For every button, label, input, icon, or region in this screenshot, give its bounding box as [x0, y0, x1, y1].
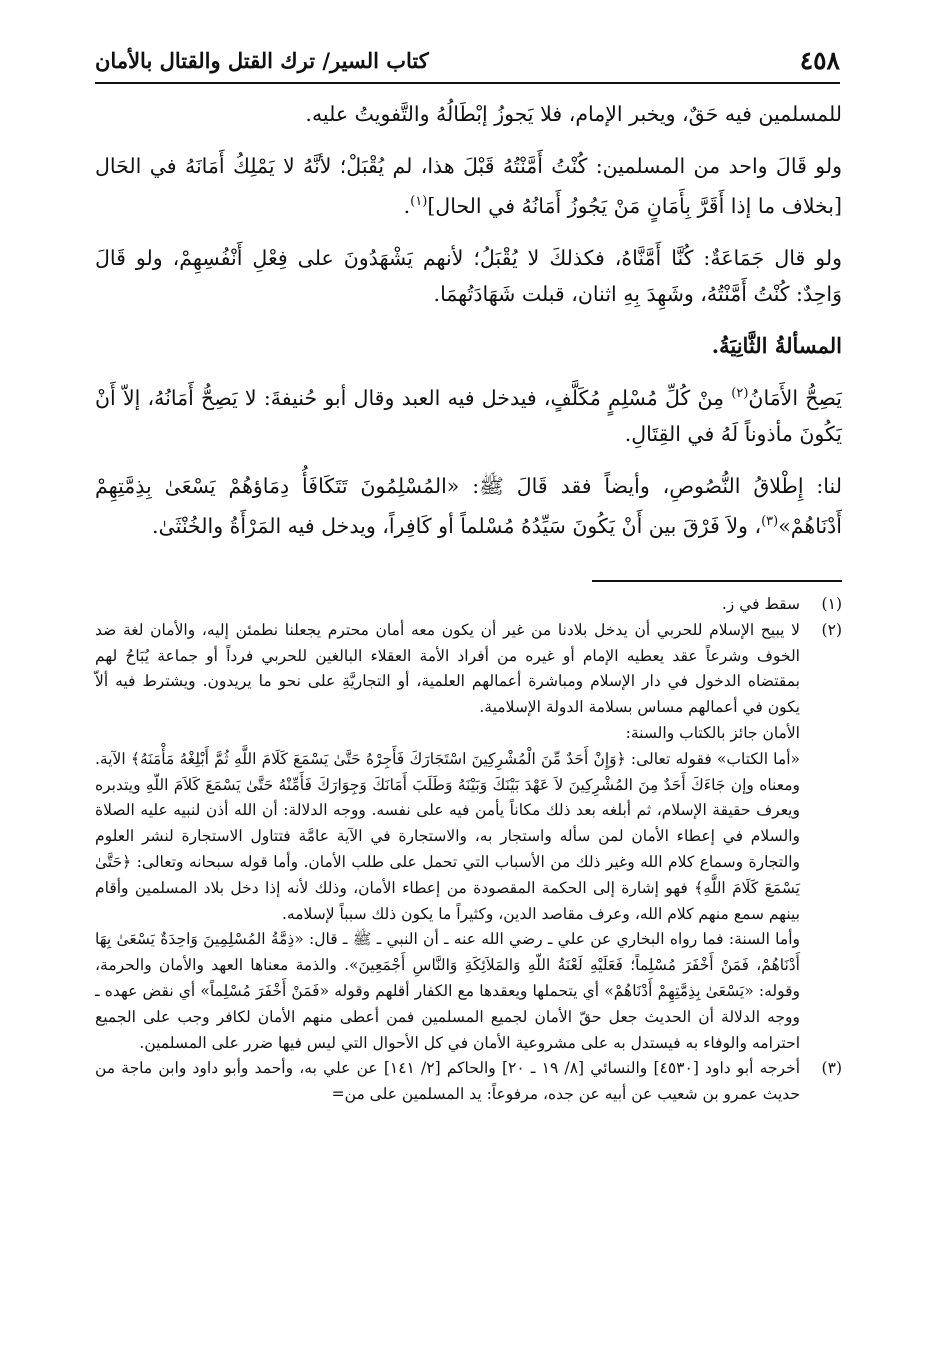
footnote-text: «أما الكتاب» فقوله تعالى: ﴿وَإِنْ أَحَدٌ مِّنَ الْمُشْرِكِينَ اسْتَجَارَكَ فَأَجِرْهُ حَتَّىٰ يَسْمَعَ كَلَامَ اللَّهِ ثُمَّ أَبْلِغْهُ مَأْمَنَهُ﴾ الآية. ومعناه وإن جَاءَكَ أَحَدٌ مِنَ المُشْرِكِينَ لاَ عَهْدَ بَيْنَكَ وَبَيْنَهُ وَطَلَبَ أَمَانَكَ وَجِوَارَكَ فَأَمِّنْهُ حَتَّىٰ يَسْمَعَ كَلاَمَ اللّهِ ويتدبره ويعرف حقيقة الإسلام، ثم أبلغه بعد ذلك مكاناً يأمن فيه على نفسه. ووجه الدلالة: أن الله أذن لنبيه عليه الصلاة والسلام في إعطاء الأمان لمن سأله واستجار به، والاستجارة في الآية عامَّة فتتاول الاستجارة لنشر العلوم والتجارة وسماع كلام الله وغير ذلك من الأسباب التي تحمل على طلب الأمان. وأما قوله سبحانه وتعالى: ﴿حَتَّىٰ يَسْمَعَ كَلَامَ اللَّهِ﴾ فهو إشارة إلى الحكمة المقصودة من إعطاء الأمان، وذلك لأنه إذا دخل بلاد المسلمين وأقام بينهم سمع منهم كلام الله، وعرف مقاصد الدين، وكثيراً ما يكون ذلك سبباً لإسلامه. — [95, 749, 800, 923]
footnote-text: سقط في ز. — [721, 595, 800, 613]
paragraph-2-text: ولو قَالَ واحد من المسلمين: كُنْتُ أَمَّنْتُهُ قَبْلَ هذا، لم يُقْبَلْ؛ لأنَّهُ لا يَمْلِكُ أَمَانَهُ في الحَال [بخلاف ما إذا أَقَرَّ بِأَمَانٍ مَنْ يَجُوزُ أَمَانُهُ في الحال] — [95, 154, 842, 218]
footnote-body — [95, 618, 800, 1057]
paragraph-4 — [95, 376, 842, 452]
footnote-number: (٣) — [821, 1059, 842, 1078]
footnote-number: (٢) — [821, 620, 842, 639]
paragraph-3: ولو قال جَمَاعَةٌ: كُنَّا أَمَّنَّاهُ، فكذلكَ لا يُقْبَلُ؛ لأنهم يَشْهَدُونَ على فِعْلِ أَنْفُسِهِمْ، ولو قَالَ وَاحِدٌ: كُنْتُ أَمَّنْتُهُ، وشَهِدَ بِهِ اثنان، قبلت شَهَادَتُهمَا. — [95, 245, 842, 306]
section-heading: المسألةُ الثَّانِيَةُ. — [711, 332, 842, 358]
footnote-body — [95, 592, 800, 618]
footnote-body — [95, 1056, 800, 1108]
paragraph-5-rest: ، ولاَ فَرْقَ بين أَنْ يَكُونَ سَيِّدُهُ مُسْلماً أو كَافِراً، ويدخل فيه المَرْأَةُ والخُنْثَىٰ. — [152, 513, 762, 538]
paragraph-4-start: يَصِحُّ الأَمَانُ — [748, 385, 842, 410]
footnote-ref-3[interactable]: (٣) — [761, 513, 779, 529]
page-number: ٤٥٨ — [799, 45, 840, 75]
footnote-ref-1[interactable]: (١) — [410, 194, 428, 209]
footnote-1 — [95, 592, 842, 618]
footnote-text: وأما السنة: فما رواه البخاري عن علي ـ رضي الله عنه ـ أن النبي ـ ﷺ ـ قال: «ذِمَّةُ المُسْلِمِينَ وَاحِدَةٌ يَسْعَىٰ بِهَا أَدْنَاهُمْ، فَمَنْ أَخْفَرَ مُسْلِماً؛ فَعَلَيْهِ لَعْنَةُ اللّهِ وَالمَلاَئِكَةِ وَالنَّاسِ أَجْمَعِينَ». والذمة معناها العهد والأمان والحرمة، وقوله: «يَسْعَىٰ بِذِمَّتِهِمْ أَدْنَاهُمْ» أي يتحملها ويعقدها مع الكفار أقلهم وقوله «فَمَنْ أَخْفَرَ مُسْلِماً» أي نقض عهده ـ ووجه الدلالة أن الحديث جعل حقّ الأمان لجميع المسلمين فمن أعطى منهم الأمان لكافر وجب على الجميع احترامه والوفاء به فيستدل به على مشروعية الأمان في كل الأحوال التي ليس فيها ضرر على المسلمين. — [95, 930, 800, 1052]
paragraph-1: للمسلمين فيه حَقٌ، ويخبر الإمام، فلا يَجوزُ إبْطَالُهُ والتَّفويتُ عليه. — [305, 102, 842, 126]
footnotes — [95, 592, 842, 1108]
main-text — [95, 96, 842, 559]
running-title: كتاب السير/ ترك القتل والقتال بالأمان — [95, 47, 429, 73]
paragraph-2 — [95, 148, 842, 224]
footnote-text: أخرجه أبو داود [٤٥٣٠] والنسائي [٨/ ١٩ ـ ٢٠] والحاكم [٢/ ١٤١] عن علي به، وأحمد وأبو داود وابن ماجة من حديث عمرو بن شعيب عن أبيه عن جده، مرفوعاً: يد المسلمين على من= — [95, 1059, 800, 1104]
paragraph-4-rest: مِنْ كُلِّ مُسْلِمٍ مُكَلَّفٍ، فيدخل فيه العبد وقال أبو حُنيفةَ: لا يَصِحُّ أَمَانُهُ، إلاّ أَنْ يَكُونَ مأذوناً لَهُ في القِتَالِ. — [95, 385, 842, 446]
paragraph-5-start: لنا: إِطْلاقُ النُّصُوصِ، وأيضاً فقد قَالَ ﷺ: «المُسْلِمُونَ تَتَكَافَأُ دِمَاؤهُمْ يَسْعَىٰ بِذِمَّتِهِمْ أَدْنَاهُمْ» — [95, 473, 842, 538]
footnote-number: (١) — [821, 595, 842, 613]
footnote-ref-2[interactable]: (٢) — [731, 385, 749, 401]
footnote-text: لا يبيح الإسلام للحربي أن يدخل بلادنا من غير أن يكون معه أمان محترم يجعلنا نطمئن إليه، والأمان لغة ضد الخوف وشرعاً عقد يعطيه الإمام أو غيره من أفراد الأمة العقلاء البالغين للحربي فرداً أو جماعة يُبَاحُ لهم بمقتضاه الدخول في دار الإسلام ومباشرة أعمالهم العلمية، أو التجاريَّةِ على نحو ما يريدون. ويشترط فيه ألاّ يكون في أعمالهم مساس بسلامة الدولة الإسلامية. — [95, 620, 800, 717]
footnote-separator — [592, 580, 842, 582]
footnote-2 — [95, 618, 842, 1057]
paragraph-5 — [95, 468, 842, 544]
page-header — [95, 38, 840, 84]
footnote-3 — [95, 1056, 842, 1108]
paragraph-2-end: . — [403, 193, 411, 218]
footnote-text: الأمان جائز بالكتاب والسنة: — [625, 723, 800, 742]
